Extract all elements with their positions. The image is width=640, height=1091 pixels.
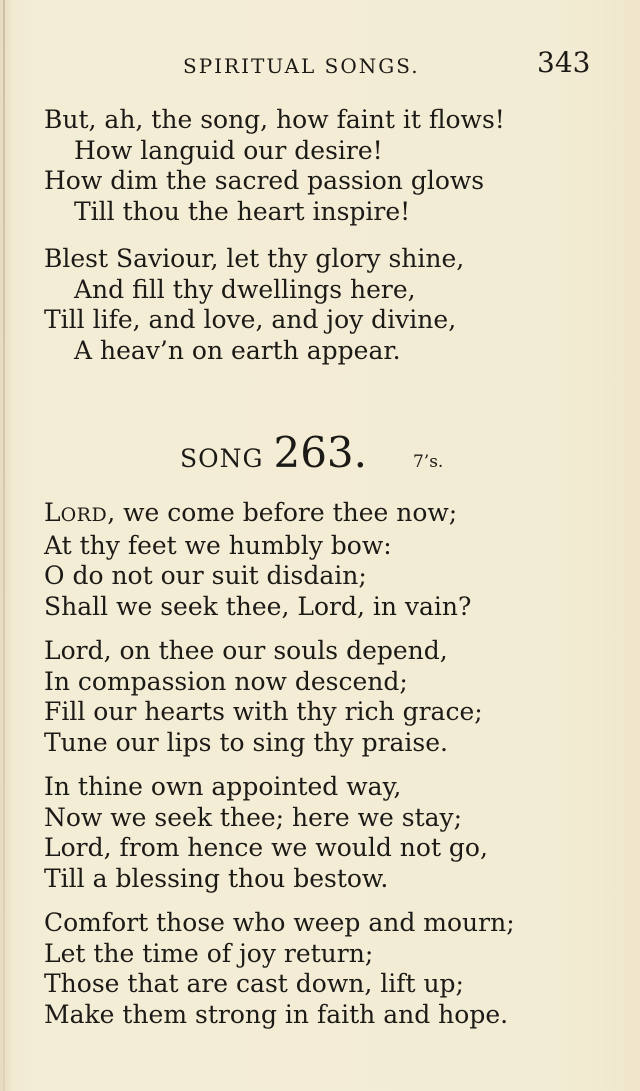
verse-line: Till life, and love, and joy divine, [44,305,457,334]
stanza [44,636,483,758]
page-number: 343 [537,46,591,79]
small-caps-rest: ORD [60,504,108,526]
verse-line: Blest Saviour, let thy glory shine, [44,244,465,273]
verse-line [44,498,471,531]
running-title: SPIRITUAL SONGS. [183,54,420,78]
verse-line: Those that are cast down, lift up; [44,969,464,998]
page-gutter [3,0,5,1091]
song-label: SONG [180,444,264,473]
stanza [44,908,515,1030]
verse-line: Shall we seek thee, Lord, in vain? [44,591,472,621]
verse-line: Now we seek thee; here we stay; [44,802,463,832]
stanza [44,498,471,622]
verse-line: But, ah, the song, how faint it flows! [44,105,505,134]
verse-line: Till thou the heart inspire! [74,196,411,226]
song-heading [180,428,443,477]
verse-line: Lord, from hence we would not go, [44,833,488,862]
verse-line: Comfort those who weep and mourn; [44,908,515,937]
stanza [44,105,505,227]
stanza [44,244,464,366]
verse-line: Fill our hearts with thy rich grace; [44,697,483,726]
verse-line: At thy feet we humbly bow: [44,530,392,560]
song-meter: 7’s. [412,452,444,472]
verse-line: Lord, on thee our souls depend, [44,636,448,665]
verse-line: Tune our lips to sing thy praise. [44,727,449,757]
verse-line: O do not our suit disdain; [44,561,367,590]
verse-line: In compassion now descend; [44,666,408,696]
verse-line: In thine own appointed way, [44,772,402,801]
verse-line: A heav’n on earth appear. [74,335,401,365]
verse-line: How dim the sacred passion glows [44,166,485,195]
song-number: 263. [273,428,367,477]
verse-line: Till a blessing thou bestow. [44,863,389,893]
first-line-text: , we come before thee now; [107,498,458,527]
verse-line: Make them strong in faith and hope. [44,999,509,1029]
stanza [44,772,488,894]
verse-line: Let the time of joy return; [44,938,374,968]
verse-line: How languid our desire! [74,135,383,165]
small-caps-initial: L [44,498,61,527]
verse-line: And fill thy dwellings here, [74,274,416,304]
